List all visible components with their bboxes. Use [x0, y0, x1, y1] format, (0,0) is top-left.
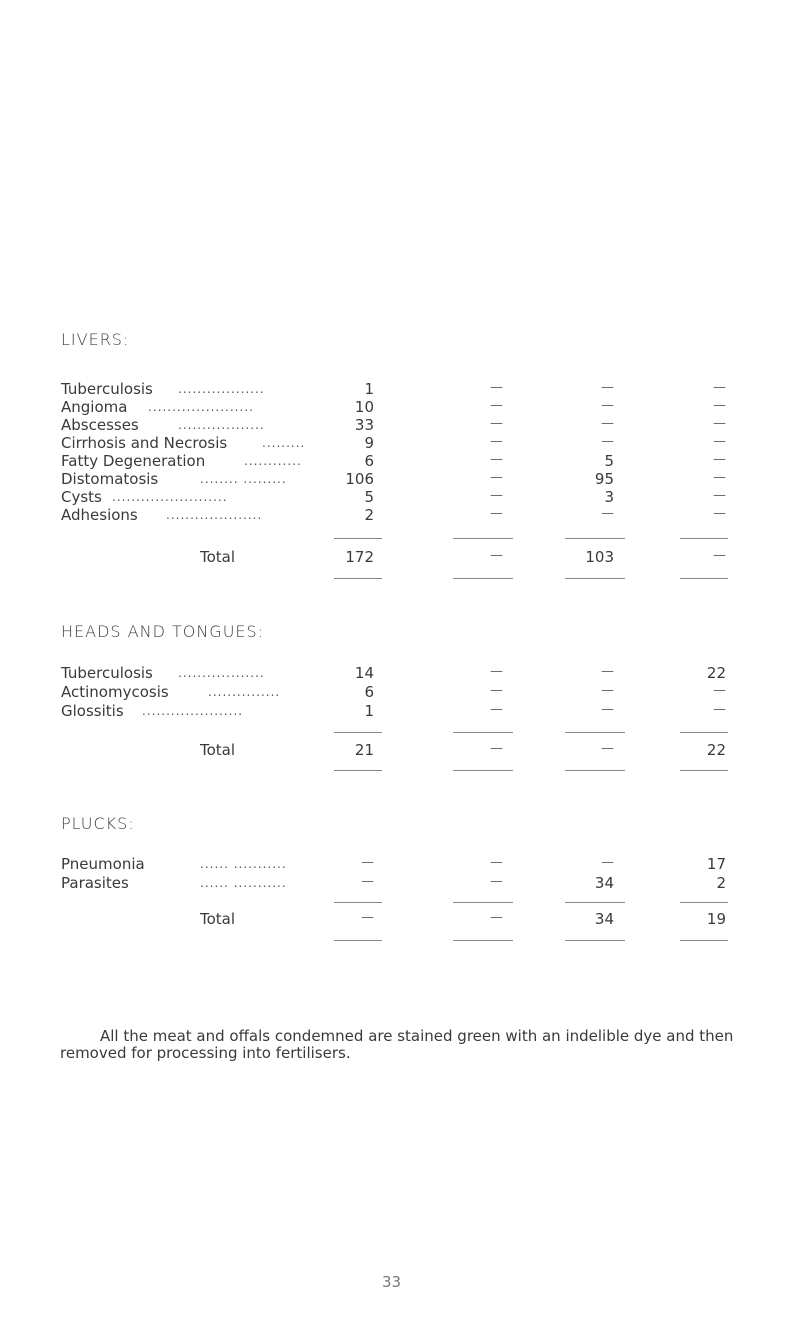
- heads-heading: HEADS AND TONGUES:: [61, 622, 265, 641]
- total-row: [0, 741, 800, 759]
- dot-leader: ..................: [178, 418, 265, 432]
- cell-value: —: [601, 855, 614, 870]
- cell-value: 1: [364, 702, 374, 720]
- cell-value: —: [713, 398, 726, 413]
- dot-leader: ......................: [148, 400, 254, 414]
- rule: [453, 578, 513, 579]
- cell-value: —: [713, 470, 726, 485]
- table-row: [0, 398, 800, 416]
- rule: [565, 732, 625, 733]
- cell-value: —: [713, 506, 726, 521]
- row-label: Abscesses: [61, 416, 139, 434]
- total-value: —: [490, 741, 503, 756]
- table-row: [0, 380, 800, 398]
- cell-value: 95: [594, 470, 614, 488]
- cell-value: —: [490, 664, 503, 679]
- table-row: [0, 683, 800, 701]
- total-row: [0, 910, 800, 928]
- cell-value: —: [713, 434, 726, 449]
- cell-value: —: [713, 380, 726, 395]
- cell-value: —: [490, 380, 503, 395]
- rule: [334, 538, 382, 539]
- row-label: Glossitis: [61, 702, 124, 720]
- dot-leader: ...... ...........: [200, 876, 287, 890]
- cell-value: —: [490, 702, 503, 717]
- cell-value: 9: [364, 434, 374, 452]
- cell-value: 22: [706, 664, 726, 682]
- dot-leader: ....................: [166, 508, 263, 522]
- dot-leader: .....................: [142, 704, 244, 718]
- cell-value: —: [601, 702, 614, 717]
- rule: [680, 770, 728, 771]
- cell-value: 1: [364, 380, 374, 398]
- cell-value: —: [601, 664, 614, 679]
- cell-value: —: [490, 452, 503, 467]
- cell-value: —: [601, 398, 614, 413]
- table-row: [0, 506, 800, 524]
- table-row: [0, 416, 800, 434]
- total-value: —: [361, 910, 374, 925]
- cell-value: —: [601, 683, 614, 698]
- rule: [334, 578, 382, 579]
- cell-value: 17: [706, 855, 726, 873]
- cell-value: 106: [345, 470, 374, 488]
- row-label: Cirrhosis and Necrosis: [61, 434, 228, 452]
- plucks-heading: PLUCKS:: [61, 814, 135, 833]
- rule: [453, 902, 513, 903]
- rule: [453, 732, 513, 733]
- table-row: [0, 452, 800, 470]
- cell-value: —: [490, 683, 503, 698]
- cell-value: 6: [364, 683, 374, 701]
- table-row: [0, 488, 800, 506]
- rule: [565, 902, 625, 903]
- table-row: [0, 874, 800, 892]
- rule: [334, 770, 382, 771]
- cell-value: 2: [364, 506, 374, 524]
- total-value: —: [713, 548, 726, 563]
- cell-value: —: [490, 416, 503, 431]
- rule: [453, 538, 513, 539]
- cell-value: 14: [354, 664, 374, 682]
- row-label: Parasites: [61, 874, 129, 892]
- total-value: —: [490, 548, 503, 563]
- livers-heading: LIVERS:: [61, 330, 130, 349]
- table-row: [0, 702, 800, 720]
- cell-value: —: [361, 855, 374, 870]
- cell-value: —: [601, 416, 614, 431]
- rule: [565, 940, 625, 941]
- dot-leader: ...... ...........: [200, 857, 287, 871]
- rule: [565, 578, 625, 579]
- cell-value: 33: [354, 416, 374, 434]
- rule: [565, 770, 625, 771]
- table-row: [0, 664, 800, 682]
- row-label: Cysts: [61, 488, 102, 506]
- rule: [453, 940, 513, 941]
- rule: [680, 732, 728, 733]
- cell-value: 3: [604, 488, 614, 506]
- row-label: Fatty Degeneration: [61, 452, 206, 470]
- total-value: 21: [354, 741, 374, 759]
- cell-value: —: [490, 398, 503, 413]
- rule: [565, 538, 625, 539]
- dot-leader: ........................: [112, 490, 228, 504]
- dot-leader: ..................: [178, 666, 265, 680]
- total-label: Total: [200, 741, 236, 759]
- total-label: Total: [200, 548, 236, 566]
- cell-value: —: [713, 452, 726, 467]
- cell-value: —: [713, 416, 726, 431]
- cell-value: —: [601, 380, 614, 395]
- rule: [334, 902, 382, 903]
- cell-value: —: [490, 855, 503, 870]
- table-row: [0, 855, 800, 873]
- cell-value: —: [713, 683, 726, 698]
- rule: [680, 902, 728, 903]
- dot-leader: .........: [262, 436, 306, 450]
- total-value: 22: [706, 741, 726, 759]
- row-label: Tuberculosis: [61, 664, 153, 682]
- rule: [680, 940, 728, 941]
- dot-leader: ............: [244, 454, 302, 468]
- dot-leader: ...............: [208, 685, 281, 699]
- row-label: Adhesions: [61, 506, 138, 524]
- cell-value: —: [490, 488, 503, 503]
- total-value: 103: [585, 548, 614, 566]
- dot-leader: ........ .........: [200, 472, 287, 486]
- row-label: Distomatosis: [61, 470, 159, 488]
- cell-value: 34: [594, 874, 614, 892]
- row-label: Tuberculosis: [61, 380, 153, 398]
- total-label: Total: [200, 910, 236, 928]
- footnote-paragraph: All the meat and offals condemned are stained green with an indelible dye and then removed for processing into fertilisers.: [60, 1027, 734, 1062]
- table-row: [0, 434, 800, 452]
- cell-value: 6: [364, 452, 374, 470]
- cell-value: —: [601, 506, 614, 521]
- dot-leader: ..................: [178, 382, 265, 396]
- table-row: [0, 470, 800, 488]
- cell-value: —: [713, 488, 726, 503]
- row-label: Actinomycosis: [61, 683, 169, 701]
- cell-value: —: [490, 434, 503, 449]
- cell-value: —: [490, 470, 503, 485]
- total-value: 172: [345, 548, 374, 566]
- cell-value: 10: [354, 398, 374, 416]
- total-row: [0, 548, 800, 566]
- cell-value: —: [361, 874, 374, 889]
- total-value: 19: [706, 910, 726, 928]
- rule: [680, 538, 728, 539]
- row-label: Angioma: [61, 398, 128, 416]
- rule: [334, 940, 382, 941]
- cell-value: —: [490, 506, 503, 521]
- cell-value: 2: [716, 874, 726, 892]
- rule: [334, 732, 382, 733]
- rule: [453, 770, 513, 771]
- total-value: —: [601, 741, 614, 756]
- row-label: Pneumonia: [61, 855, 145, 873]
- page-number: 33: [382, 1273, 402, 1291]
- rule: [680, 578, 728, 579]
- total-value: 34: [594, 910, 614, 928]
- cell-value: —: [601, 434, 614, 449]
- total-value: —: [490, 910, 503, 925]
- cell-value: 5: [604, 452, 614, 470]
- cell-value: —: [713, 702, 726, 717]
- cell-value: 5: [364, 488, 374, 506]
- cell-value: —: [490, 874, 503, 889]
